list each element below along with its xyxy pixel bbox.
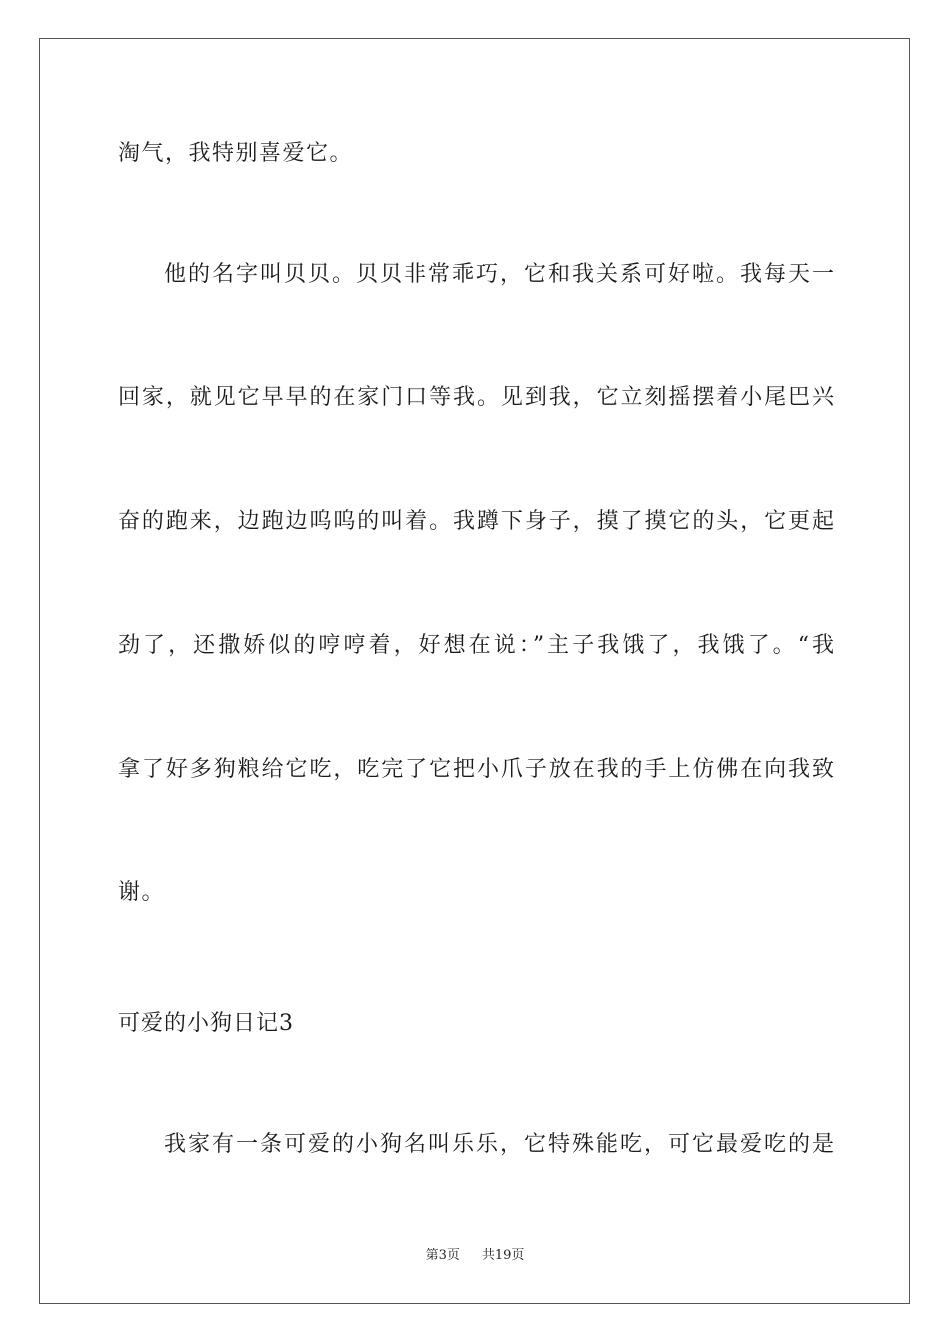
section-heading: 可爱的小狗日记3 (118, 1011, 294, 1036)
paragraph-line: 拿了好多狗粮给它吃，吃完了它把小爪子放在我的手上仿佛在向我致 (118, 757, 834, 782)
paragraph-line: 回家，就见它早早的在家门口等我。见到我，它立刻摇摆着小尾巴兴 (118, 385, 834, 410)
paragraph-line: 我家有一条可爱的小狗名叫乐乐，它特殊能吃，可它最爱吃的是 (164, 1132, 834, 1157)
paragraph-line: 劲了，还撒娇似的哼哼着，好想在说：”主子我饿了，我饿了。“我 (118, 633, 834, 658)
paragraph-line: 奋的跑来，边跑边呜呜的叫着。我蹲下身子，摸了摸它的头，它更起 (118, 509, 834, 534)
paragraph-line: 他的名字叫贝贝。贝贝非常乖巧，它和我关系可好啦。我每天一 (164, 262, 834, 287)
page-total: 共19页 (481, 1248, 525, 1263)
paragraph-line: 谢。 (118, 880, 166, 905)
page-footer (0, 1247, 950, 1265)
page-number: 第3页 (425, 1248, 460, 1263)
page-border (39, 38, 910, 1304)
paragraph-line: 淘气，我特别喜爱它。 (118, 141, 354, 166)
